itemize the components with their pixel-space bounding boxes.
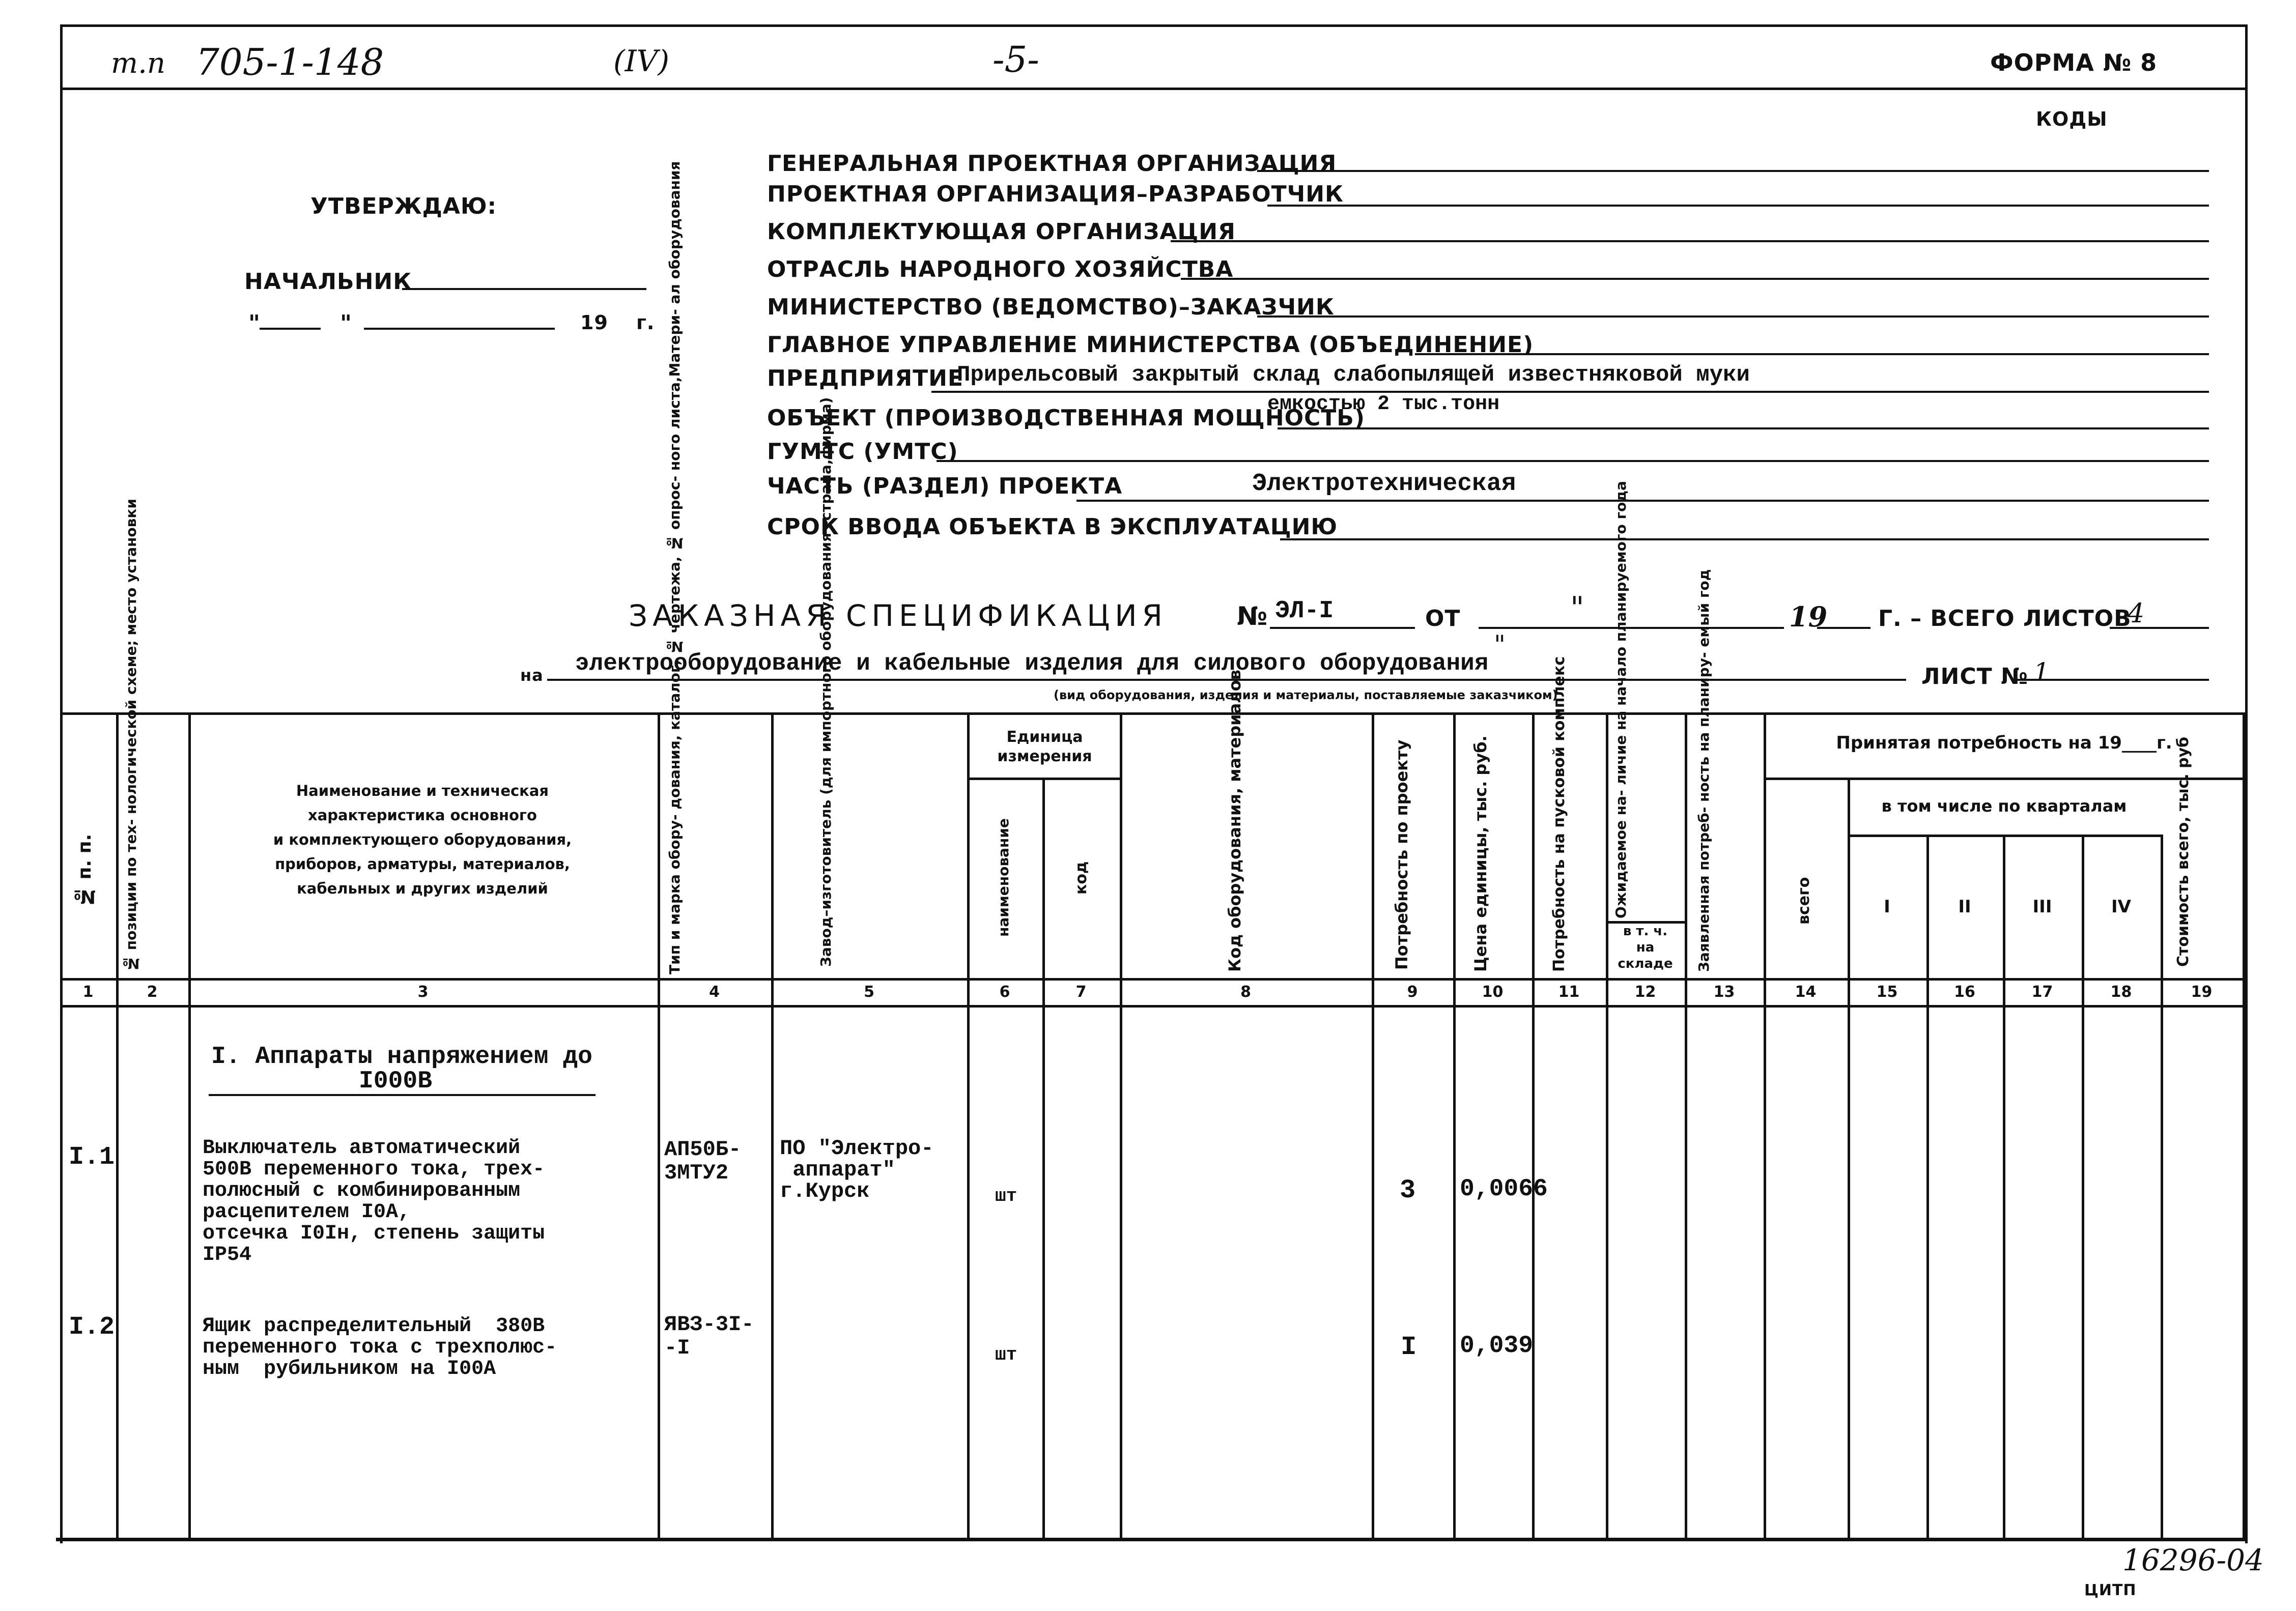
col-number: 7 xyxy=(1075,983,1087,1001)
spec-year: 19 xyxy=(1789,600,1828,633)
col-divider xyxy=(771,712,774,1539)
header-unit-name: наименование xyxy=(995,818,1012,937)
col-number: 12 xyxy=(1634,983,1656,1001)
spec-subject-quote: " xyxy=(1494,630,1506,659)
spec-from-label: ОТ xyxy=(1425,606,1461,631)
field-commissioning-line xyxy=(1280,538,2209,540)
header-q2: II xyxy=(1958,897,1971,917)
spec-sheet-label: ЛИСТ № xyxy=(1921,664,2028,689)
col-divider xyxy=(2161,835,2163,1539)
header-cost: Стоимость всего, тыс. руб xyxy=(2174,736,2192,967)
row-unit: шт xyxy=(995,1344,1017,1365)
col-divider xyxy=(967,712,970,1539)
col-divider xyxy=(1372,712,1374,1539)
col-divider xyxy=(1685,712,1687,1539)
field-enterprise-line xyxy=(931,391,2209,393)
spec-subject: электрооборудование и кабельные изделия для силового оборудования xyxy=(575,650,1489,677)
row-quantity: I xyxy=(1401,1332,1417,1362)
header-accepted: Принятая потребность на 19____г. xyxy=(1836,733,2172,753)
date-day-line xyxy=(260,328,321,330)
col-number: 10 xyxy=(1482,983,1504,1001)
spec-no-line xyxy=(1270,627,1415,629)
col-number: 11 xyxy=(1558,983,1580,1001)
date-month-line xyxy=(364,328,555,330)
field-commissioning: СРОК ВВОДА ОБЪЕКТА В ЭКСПЛУАТАЦИЮ xyxy=(767,514,1338,540)
spec-sheets-label: Г. – ВСЕГО ЛИСТОВ xyxy=(1878,606,2132,631)
col-number: 3 xyxy=(417,983,429,1001)
col-divider xyxy=(1120,712,1122,1539)
spec-no-value: ЭЛ-I xyxy=(1275,597,1334,625)
header-declared: Заявленная потреб- ность на планиру- емый год xyxy=(1695,569,1712,972)
col-divider xyxy=(658,712,660,1539)
col-number: 16 xyxy=(1954,983,1975,1001)
unit-subheader-line xyxy=(967,778,1122,780)
header-unit: Единица измерения xyxy=(997,728,1092,765)
header-row-number: № п. п. xyxy=(74,833,95,907)
header-position: № позиции по тех- нологической схеме; место установки xyxy=(123,499,139,972)
spec-title: ЗАКАЗНАЯ СПЕЦИФИКАЦИЯ xyxy=(629,598,1168,633)
footer-org: ЦИТП xyxy=(2084,1581,2137,1599)
field-general-org: ГЕНЕРАЛЬНАЯ ПРОЕКТНАЯ ОРГАНИЗАЦИЯ xyxy=(767,151,1337,177)
col-divider xyxy=(188,712,191,1539)
project-type: т.п xyxy=(111,47,165,80)
page-number: -5- xyxy=(993,39,1039,80)
header-unit-code: код xyxy=(1072,861,1090,895)
row-type: ЯВЗ-3I- -I xyxy=(664,1312,754,1360)
field-main-dept: ГЛАВНОЕ УПРАВЛЕНИЕ МИНИСТЕРСТВА (ОБЪЕДИНЕНИЕ) xyxy=(767,332,1534,358)
header-total: всего xyxy=(1795,877,1813,925)
field-project-part: ЧАСТЬ (РАЗДЕЛ) ПРОЕКТА xyxy=(767,473,1123,499)
approve-year: 19 xyxy=(580,311,608,334)
row-maker: ПО "Электро- аппарат" г.Курск xyxy=(780,1136,934,1203)
row-unit: шт xyxy=(995,1186,1017,1206)
field-ministry-line xyxy=(1257,315,2209,318)
col-number: 17 xyxy=(2031,983,2053,1001)
field-industry: ОТРАСЛЬ НАРОДНОГО ХОЗЯЙСТВА xyxy=(767,256,1234,282)
field-design-org-line xyxy=(1267,205,2209,207)
table-bottom-border xyxy=(56,1538,2245,1541)
field-project-part-line xyxy=(1076,500,2209,502)
col-number: 8 xyxy=(1240,983,1251,1001)
header-q4: IV xyxy=(2111,897,2131,917)
header-name: Наименование и техническая характеристика основного и комплектующего оборудования, приборов, арматуры, материалов, кабельных и других изделий xyxy=(273,782,572,897)
col-number-top-border xyxy=(60,978,2245,981)
section-title-voltage: I000В xyxy=(359,1068,433,1095)
header-quarters: в том числе по кварталам xyxy=(1881,796,2127,816)
col-divider xyxy=(1453,712,1456,1539)
quarters-subheader-line xyxy=(1848,835,2161,837)
spec-sheets-total: 4 xyxy=(2128,598,2145,629)
spec-sheet-line xyxy=(2016,679,2209,681)
col-number: 1 xyxy=(82,983,94,1001)
header-q3: III xyxy=(2032,897,2052,917)
field-supply-org: КОМПЛЕКТУЮЩАЯ ОРГАНИЗАЦИЯ xyxy=(767,219,1236,245)
col-divider xyxy=(1764,712,1766,1539)
col-divider xyxy=(1848,778,1850,1539)
header-price: Цена единицы, тыс. руб. xyxy=(1471,735,1490,972)
col-number: 9 xyxy=(1407,983,1418,1001)
row-name: Выключатель автоматический 500В переменного тока, трех- полюсный с комбинированным расцепителем I0А, отсечка I0Iн, степень защиты IP54 xyxy=(203,1137,545,1267)
col-number: 6 xyxy=(999,983,1010,1001)
header-equipment-code: Код оборудования, материалов xyxy=(1225,670,1244,972)
section-title: I. Аппараты напряжением до xyxy=(211,1043,592,1071)
col-number: 15 xyxy=(1876,983,1898,1001)
album-number: (IV) xyxy=(613,44,670,78)
header-need: Потребность по проекту xyxy=(1392,739,1411,970)
field-gumts: ГУМТС (УМТС) xyxy=(767,439,958,465)
spec-no-label: № xyxy=(1237,601,1268,631)
spec-note: (вид оборудования, изделия и материалы, поставляемые заказчиком) xyxy=(1054,688,1558,702)
row-price: 0,039 xyxy=(1460,1332,1534,1360)
spec-year-line xyxy=(1817,627,1870,629)
col-number: 4 xyxy=(709,983,720,1001)
field-industry-line xyxy=(1181,278,2209,280)
field-gumts-line xyxy=(937,460,2209,462)
field-design-org: ПРОЕКТНАЯ ОРГАНИЗАЦИЯ–РАЗРАБОТЧИК xyxy=(767,181,1344,207)
date-quote-open: " xyxy=(248,310,261,336)
col-divider xyxy=(1532,712,1535,1539)
header-maker: Завод–изготовитель (для импортного оборудования –страна,фирма) xyxy=(817,397,834,967)
section-title-underline xyxy=(209,1094,596,1096)
header-in-stock: в т. ч. на складе xyxy=(1618,924,1673,971)
col-divider xyxy=(1926,835,1929,1539)
table-top-border xyxy=(60,712,2245,715)
row-number: I.2 xyxy=(69,1313,115,1342)
col-number: 14 xyxy=(1795,983,1817,1001)
footer-stamp: 16296-04 xyxy=(2122,1543,2264,1577)
field-object-value: емкостью 2 тыс.тонн xyxy=(1267,393,1500,416)
col-divider xyxy=(1042,778,1045,1539)
header-type: Тип и марка обору- дования, каталог, № чертежа, № опрос- ного листа,Матери- ал оборудования xyxy=(666,161,683,974)
row-quantity: 3 xyxy=(1400,1175,1416,1205)
col-number: 5 xyxy=(864,983,874,1001)
col-divider xyxy=(1606,712,1608,1539)
field-object: ОБЪЕКТ (ПРОИЗВОДСТВЕННАЯ МОЩНОСТЬ) xyxy=(767,405,1365,431)
approve-title: УТВЕРЖДАЮ: xyxy=(310,193,497,219)
project-number: 705-1-148 xyxy=(196,41,384,83)
col-divider xyxy=(2243,712,2245,1539)
col-divider xyxy=(116,712,119,1539)
field-enterprise-value: Прирельсовый закрытый склад слабопылящей известняковой муки xyxy=(957,362,1750,388)
col-number: 13 xyxy=(1713,983,1735,1001)
field-object-line xyxy=(1278,427,2209,429)
spec-date-line xyxy=(1479,627,1784,629)
col-divider xyxy=(2003,835,2005,1539)
chief-signature-line xyxy=(402,288,646,290)
spec-date-quote: " xyxy=(1570,590,1584,626)
header-expected: Ожидаемое на- личие на начало планируемого года xyxy=(1612,481,1629,918)
form-number: ФОРМА № 8 xyxy=(1990,49,2158,76)
row-name: Ящик распределительный 380В переменного тока с трехполюс- ным рубильником на I00А xyxy=(203,1315,557,1380)
field-main-dept-line xyxy=(1415,353,2209,355)
col-number-bottom-border xyxy=(60,1005,2245,1008)
row-number: I.1 xyxy=(69,1143,115,1172)
field-ministry: МИНИСТЕРСТВО (ВЕДОМСТВО)–ЗАКАЗЧИК xyxy=(767,294,1335,320)
field-general-org-line xyxy=(1257,170,2209,172)
row-price: 0,0066 xyxy=(1460,1175,1548,1203)
field-project-part-value: Электротехническая xyxy=(1252,470,1516,498)
spec-sheets-line xyxy=(2110,627,2209,629)
date-quote-close: " xyxy=(340,310,352,336)
approve-year-suffix: г. xyxy=(636,311,655,334)
col-number: 2 xyxy=(147,983,158,1001)
field-enterprise: ПРЕДПРИЯТИЕ xyxy=(767,365,963,391)
field-supply-org-line xyxy=(1171,240,2209,242)
row-type: АП50Б- 3МТУ2 xyxy=(664,1137,742,1185)
col-divider xyxy=(2082,835,2084,1539)
spec-on-label: на xyxy=(520,666,544,685)
col-number: 19 xyxy=(2191,983,2213,1001)
chief-label: НАЧАЛЬНИК xyxy=(244,269,412,295)
codes-label: КОДЫ xyxy=(2036,108,2108,130)
spec-sheet-no: 1 xyxy=(2033,657,2050,687)
header-q1: I xyxy=(1884,897,1890,917)
header-startup: Потребность на пусковой комплекс xyxy=(1550,656,1568,972)
col-number: 18 xyxy=(2110,983,2132,1001)
top-strip-divider xyxy=(60,88,2245,90)
